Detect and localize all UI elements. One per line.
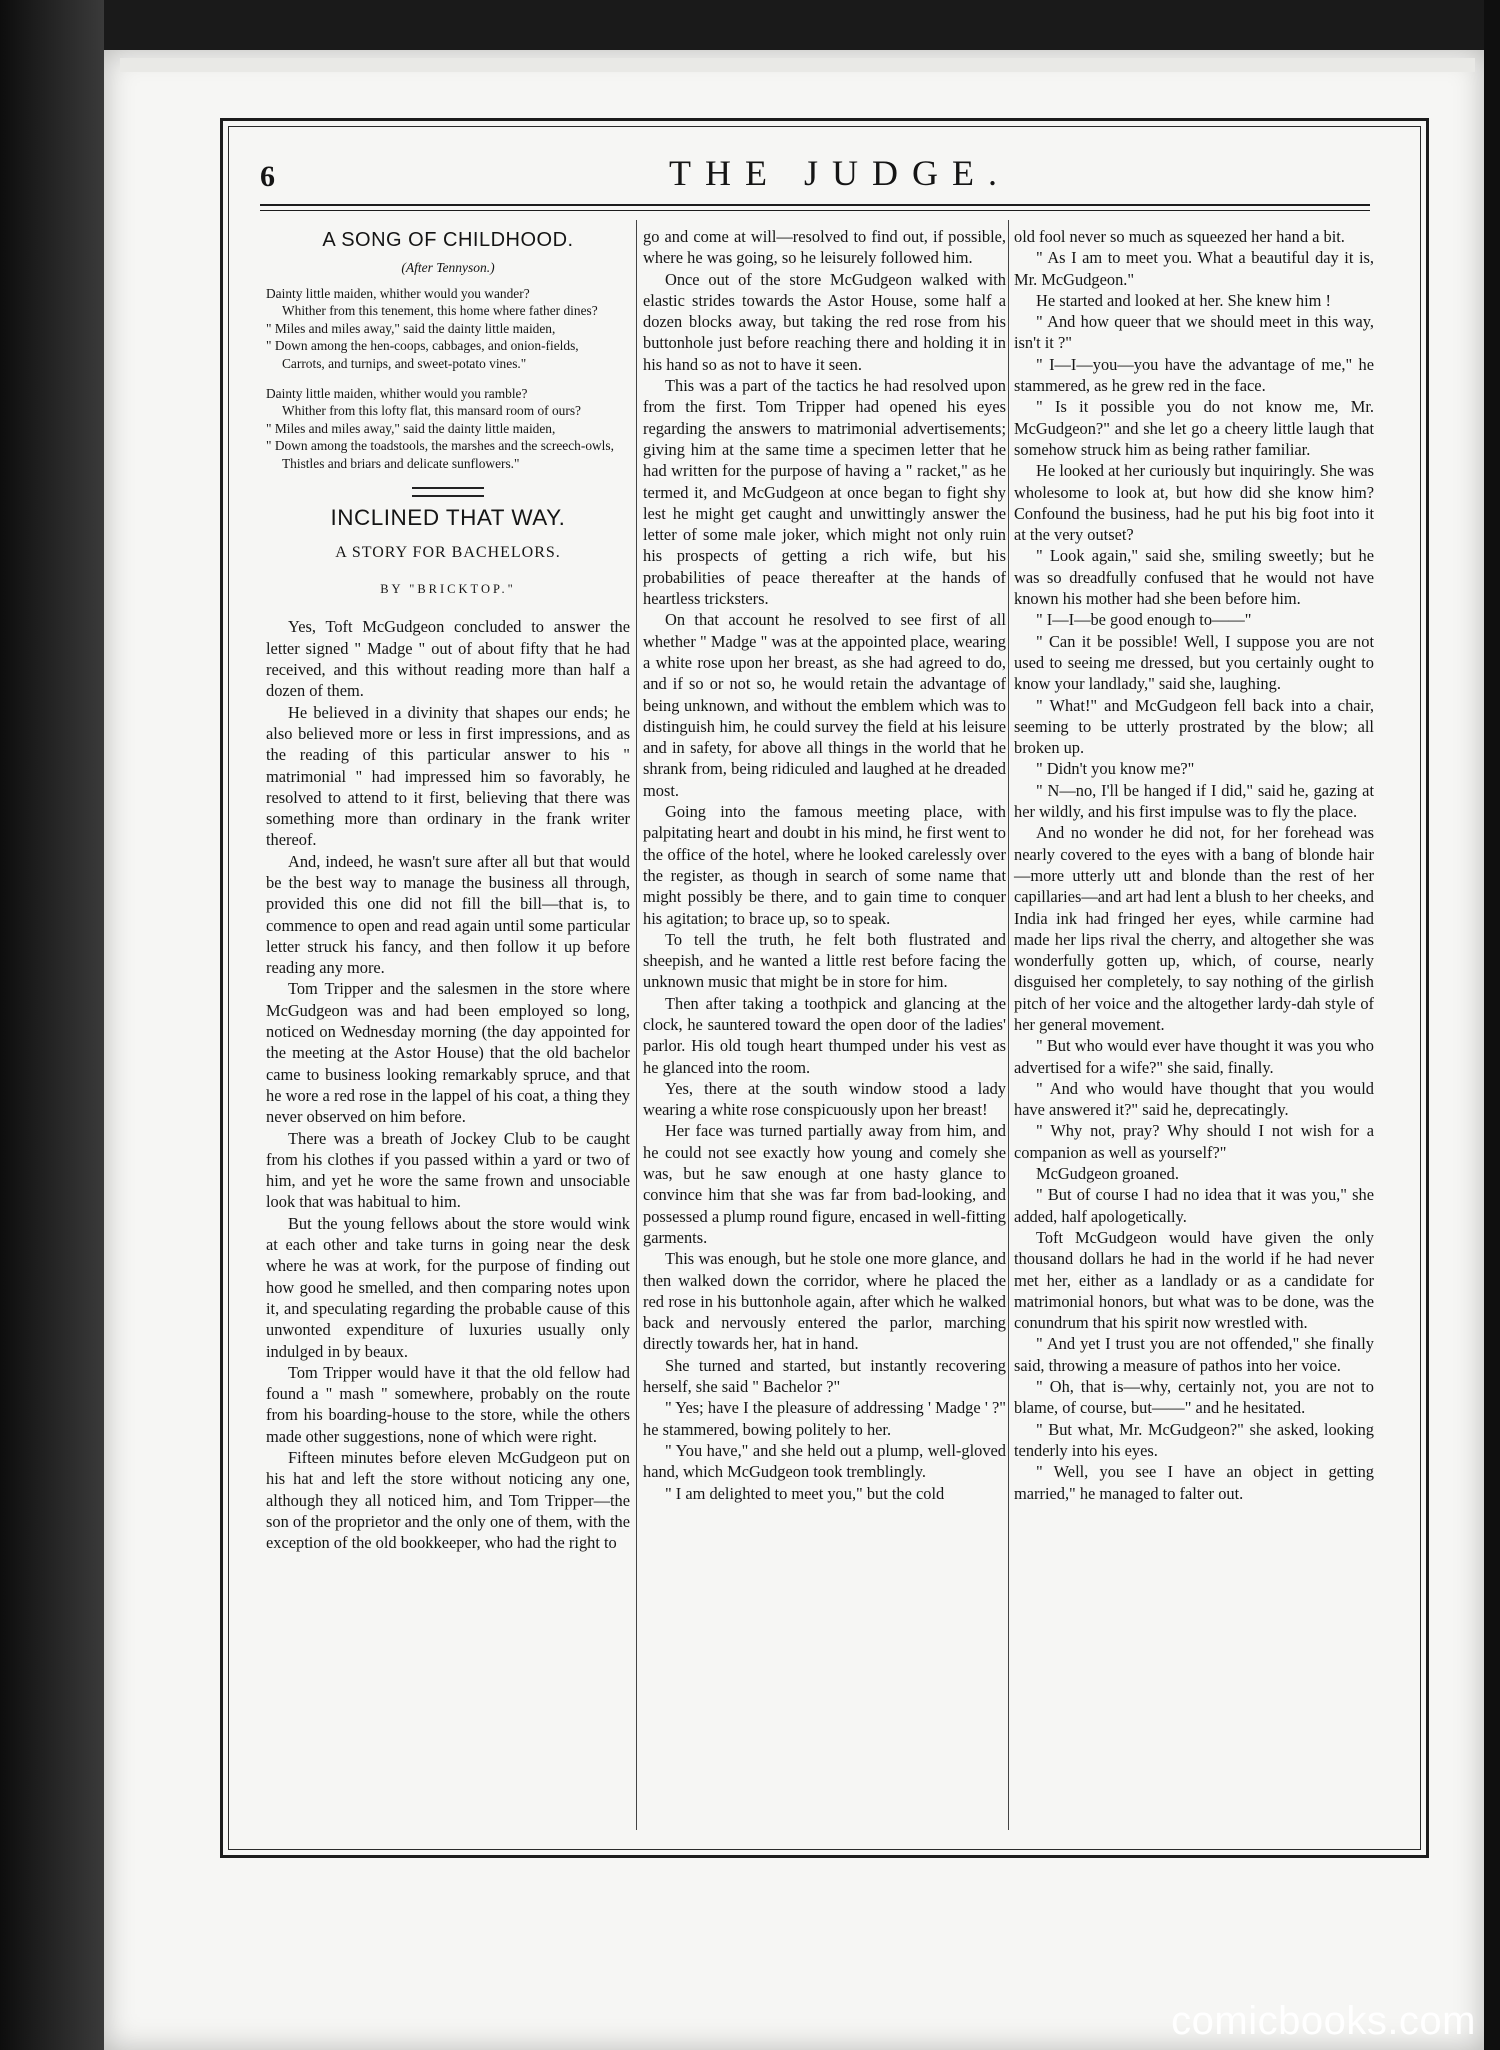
masthead: THE JUDGE. xyxy=(669,153,1011,193)
column-3 xyxy=(1014,226,1374,1504)
paragraph: This was enough, but he stole one more glance, and then walked down the corridor, where he placed the red rose in his buttonhole again, after which he walked back and nervously entered the parlor, marching directly towards her, hat in hand. xyxy=(643,1249,1006,1354)
paragraph: Fifteen minutes before eleven McGudgeon put on his hat and left the store without noticing any one, although they all noticed him, and Tom Tripper—the son of the proprietor and the only one of them, with the exception of the old bookkeeper, who had the right to xyxy=(266,1448,630,1553)
paragraph: " Didn't you know me?" xyxy=(1036,759,1195,779)
paragraph: He started and looked at her. She knew him ! xyxy=(1036,290,1331,310)
paragraph: " N—no, I'll be hanged if I did," said he, gazing at her wildly, and his first impulse was to fly the place. xyxy=(1014,780,1374,822)
paragraph: Then after taking a toothpick and glancing at the clock, he sauntered toward the open door of the ladies' parlor. His old tough heart thumped under his vest as he glanced into the room. xyxy=(643,993,1006,1077)
poem-line: Carrots, and turnips, and sweet-potato vines." xyxy=(282,355,527,371)
paragraph: On that account he resolved to see first of all whether " Madge " was at the appointed place, wearing a white rose upon her breast, as she had agreed to do, and if so or not so, he would retain the advantage of being unknown, and without the emblem which was to distinguish him, he could survey the field at his leisure and in safety, for above all things in the world that he shrank from, being ridiculed and laughed at he dreaded most. xyxy=(643,610,1006,800)
paragraph: He looked at her curiously but inquiringly. She was wholesome to look at, but how did she know him? Confound the business, had he put his big foot into it at the very outset? xyxy=(1014,461,1374,545)
paragraph: Yes, there at the south window stood a lady wearing a white rose conspicuously upon her breast! xyxy=(643,1078,1006,1120)
poem-attribution: (After Tennyson.) xyxy=(401,260,495,276)
paragraph: " Is it possible you do not know me, Mr. McGudgeon?" and she let go a cheery little laugh that somehow struck him as being rather familiar. xyxy=(1014,397,1374,459)
paragraph: " What!" and McGudgeon fell back into a chair, seeming to be utterly prostrated by the blow; all broken up. xyxy=(1014,695,1374,758)
poem-line: Dainty little maiden, whither would you wander? xyxy=(266,285,530,301)
paragraph: Tom Tripper would have it that the old fellow had found a " mash " somewhere, probably on the route from his boarding-house to the store, while the others made other suggestions, none of which were right. xyxy=(266,1362,630,1446)
paragraph: " I—I—you—you have the advantage of me," he stammered, as he grew red in the face. xyxy=(1014,354,1374,396)
poem-line: Dainty little maiden, whither would you ramble? xyxy=(266,385,528,401)
watermark: comicbooks.com xyxy=(1171,1999,1476,2043)
poem-line: Thistles and briars and delicate sunflowers." xyxy=(282,455,520,471)
paragraph: She turned and started, but instantly recovering herself, she said " Bachelor ?" xyxy=(643,1355,1006,1397)
paragraph: " Why not, pray? Why should I not wish for a companion as well as yourself?" xyxy=(1014,1121,1374,1162)
paragraph: But the young fellows about the store would wink at each other and take turns in going near the desk where he was at work, for the purpose of finding out how good he smelled, and then comparing notes upon it, and speculating regarding the probable cause of this unwonted expenditure of luxuries usually only indulged in by beaux. xyxy=(266,1213,630,1361)
paragraph: " And yet I trust you are not offended," she finally said, throwing a measure of pathos into her voice. xyxy=(1014,1334,1374,1375)
paragraph: " Can it be possible! Well, I suppose you are not used to seeing me dressed, but you certainly ought to know your landlady," said she, laughing. xyxy=(1014,631,1374,694)
paragraph: Her face was turned partially away from him, and he could not see exactly how young and comely she was, but he saw enough at one hasty glance to convince him that she was far from bad-looking, and possessed a plump round figure, encased in well-fitting garments. xyxy=(643,1121,1006,1247)
paragraph: " Oh, that is—why, certainly not, you are not to blame, of course, but——" and he hesitated. xyxy=(1014,1377,1374,1418)
paragraph: Tom Tripper and the salesmen in the store where McGudgeon was and had been employed so long, noticed on Wednesday morning (the day appointed for the meeting at the Astor House) that the old bachelor came to business looking remarkably spruce, and that he wore a red rose in the lappel of his coat, a thing they never observed on him before. xyxy=(266,979,630,1127)
poem-body xyxy=(266,285,630,473)
column-2 xyxy=(643,226,1006,1504)
paragraph: And no wonder he did not, for her forehead was nearly covered to the eyes with a bang of blonde hair—more utterly utt and blonde than the rest of her capillaries—and art had lent a blush to her cheeks, and India ink had fringed her eyes, while carmine had made her lips rival the cherry, and altogether she was wonderfully gotten up, which, of course, nearly disguised her completely, to say nothing of the girlish pitch of her voice and the altogether lardy-dah style of her general movement. xyxy=(1014,823,1374,1034)
poem-line: " Miles and miles away," said the dainty little maiden, xyxy=(266,320,556,336)
poem-line: Whither from this lofty flat, this mansard room of ours? xyxy=(282,403,581,419)
paragraph: Once out of the store McGudgeon walked with elastic strides towards the Astor House, some half a dozen blocks away, but taking the red rose from his buttonhole just before reaching there and holding it in his hand so as not to have it seen. xyxy=(643,269,1006,374)
poem-line: " Miles and miles away," said the dainty little maiden, xyxy=(266,420,556,436)
paragraph: " I am delighted to meet you," but the cold xyxy=(665,1483,945,1503)
column-divider xyxy=(1008,220,1009,1830)
paragraph: go and come at will—resolved to find out, if possible, where he was going, so he leisurely followed him. xyxy=(643,227,1006,268)
paragraph: Going into the famous meeting place, with palpitating heart and doubt in his mind, he first went to the office of the hotel, where he looked carelessly over the register, as though in search of some name that might possibly be there, and to gain time to conquer his agitation; to brace up, so to speak. xyxy=(643,802,1006,928)
paragraph: " But who would ever have thought it was you who advertised for a wife?" she said, finally. xyxy=(1014,1036,1374,1077)
paragraph: " But what, Mr. McGudgeon?" she asked, looking tenderly into his eyes. xyxy=(1014,1419,1374,1460)
paragraph: " Well, you see I have an object in getting married," he managed to falter out. xyxy=(1014,1462,1374,1503)
page-number: 6 xyxy=(260,160,275,193)
scan-right-edge xyxy=(1484,0,1500,2050)
paragraph: " But of course I had no idea that it was you," she added, half apologetically. xyxy=(1014,1185,1374,1226)
story-title: INCLINED THAT WAY. xyxy=(330,504,566,530)
paragraph: To tell the truth, he felt both flustrated and sheepish, and he wanted a little rest before facing the unknown music that might be in store for him. xyxy=(643,929,1006,992)
paragraph: " And who would have thought that you would have answered it?" said he, deprecatingly. xyxy=(1014,1078,1374,1120)
paragraph: He believed in a divinity that shapes our ends; he also believed more or less in first impressions, and as the reading of this particular answer to his " matrimonial " had impressed him so favorably, he resolved to attend to it first, believing that there was something more than ordinary in the frank writer thereof. xyxy=(266,702,630,850)
paragraph: There was a breath of Jockey Club to be caught from his clothes if you passed within a yard or two of him, and yet he wore the same frown and unsociable look that was habitual to him. xyxy=(266,1128,630,1212)
paragraph: " Yes; have I the pleasure of addressing ' Madge ' ?" he stammered, bowing politely to her. xyxy=(643,1398,1006,1439)
poem-line: " Down among the toadstools, the marshes and the screech-owls, xyxy=(266,438,614,454)
paragraph: McGudgeon groaned. xyxy=(1036,1164,1179,1184)
header-rule-thin xyxy=(260,210,1370,211)
scan-left-edge xyxy=(0,0,104,2050)
poem-title: A SONG OF CHILDHOOD. xyxy=(322,229,574,251)
poem-line: Whither from this tenement, this home where father dines? xyxy=(282,303,598,319)
story-subtitle: A STORY FOR BACHELORS. xyxy=(335,543,561,561)
column-divider xyxy=(636,220,637,1830)
column-1 xyxy=(266,226,630,1553)
paragraph: And, indeed, he wasn't sure after all but that would be the best way to manage the business all through, provided this one did not fill the bill—that is, to commence to open and read again until some particular letter struck his fancy, and then follow it up before reading any more. xyxy=(266,851,630,978)
paragraph: " Look again," said she, smiling sweetly; but he was so dreadfully confused that he would not have known his mother had she been before him. xyxy=(1014,546,1374,609)
paragraph: old fool never so much as squeezed her hand a bit. xyxy=(1014,227,1345,246)
story-byline: BY "BRICKTOP." xyxy=(380,582,516,597)
paragraph: Toft McGudgeon would have given the only thousand dollars he had in the world if he had never met her, either as a landlady or as a candidate for matrimonial honors, but what was to be done, was the conundrum that his spirit now wrestled with. xyxy=(1014,1227,1374,1333)
paragraph: " And how queer that we should meet in this way, isn't it ?" xyxy=(1014,312,1374,353)
page-top-strip xyxy=(120,58,1475,72)
poem-line: " Down among the hen-coops, cabbages, and onion-fields, xyxy=(266,338,579,354)
section-divider xyxy=(412,487,484,497)
paragraph: " You have," and she held out a plump, well-gloved hand, which McGudgeon took tremblingly. xyxy=(643,1440,1006,1482)
header-rule xyxy=(260,204,1370,206)
paragraph: Yes, Toft McGudgeon concluded to answer the letter signed " Madge " out of about fifty that he had received, and this without reading more than half a dozen of them. xyxy=(266,617,630,701)
paragraph: " I—I—be good enough to——" xyxy=(1036,610,1252,630)
paragraph: This was a part of the tactics he had resolved upon from the first. Tom Tripper had opened his eyes regarding the answers to matrimonial advertisements; giving him at the same time a specimen letter that he had written for the purpose of having a " racket," as he termed it, and McGudgeon at once began to fight shy lest he might get caught and unwittingly answer the letter of some male joker, which might not only ruin his prospects of getting a rich wife, but his probabilities of peace thereafter at the hands of heartless tricksters. xyxy=(643,376,1006,609)
paragraph: " As I am to meet you. What a beautiful day it is, Mr. McGudgeon." xyxy=(1014,248,1374,289)
